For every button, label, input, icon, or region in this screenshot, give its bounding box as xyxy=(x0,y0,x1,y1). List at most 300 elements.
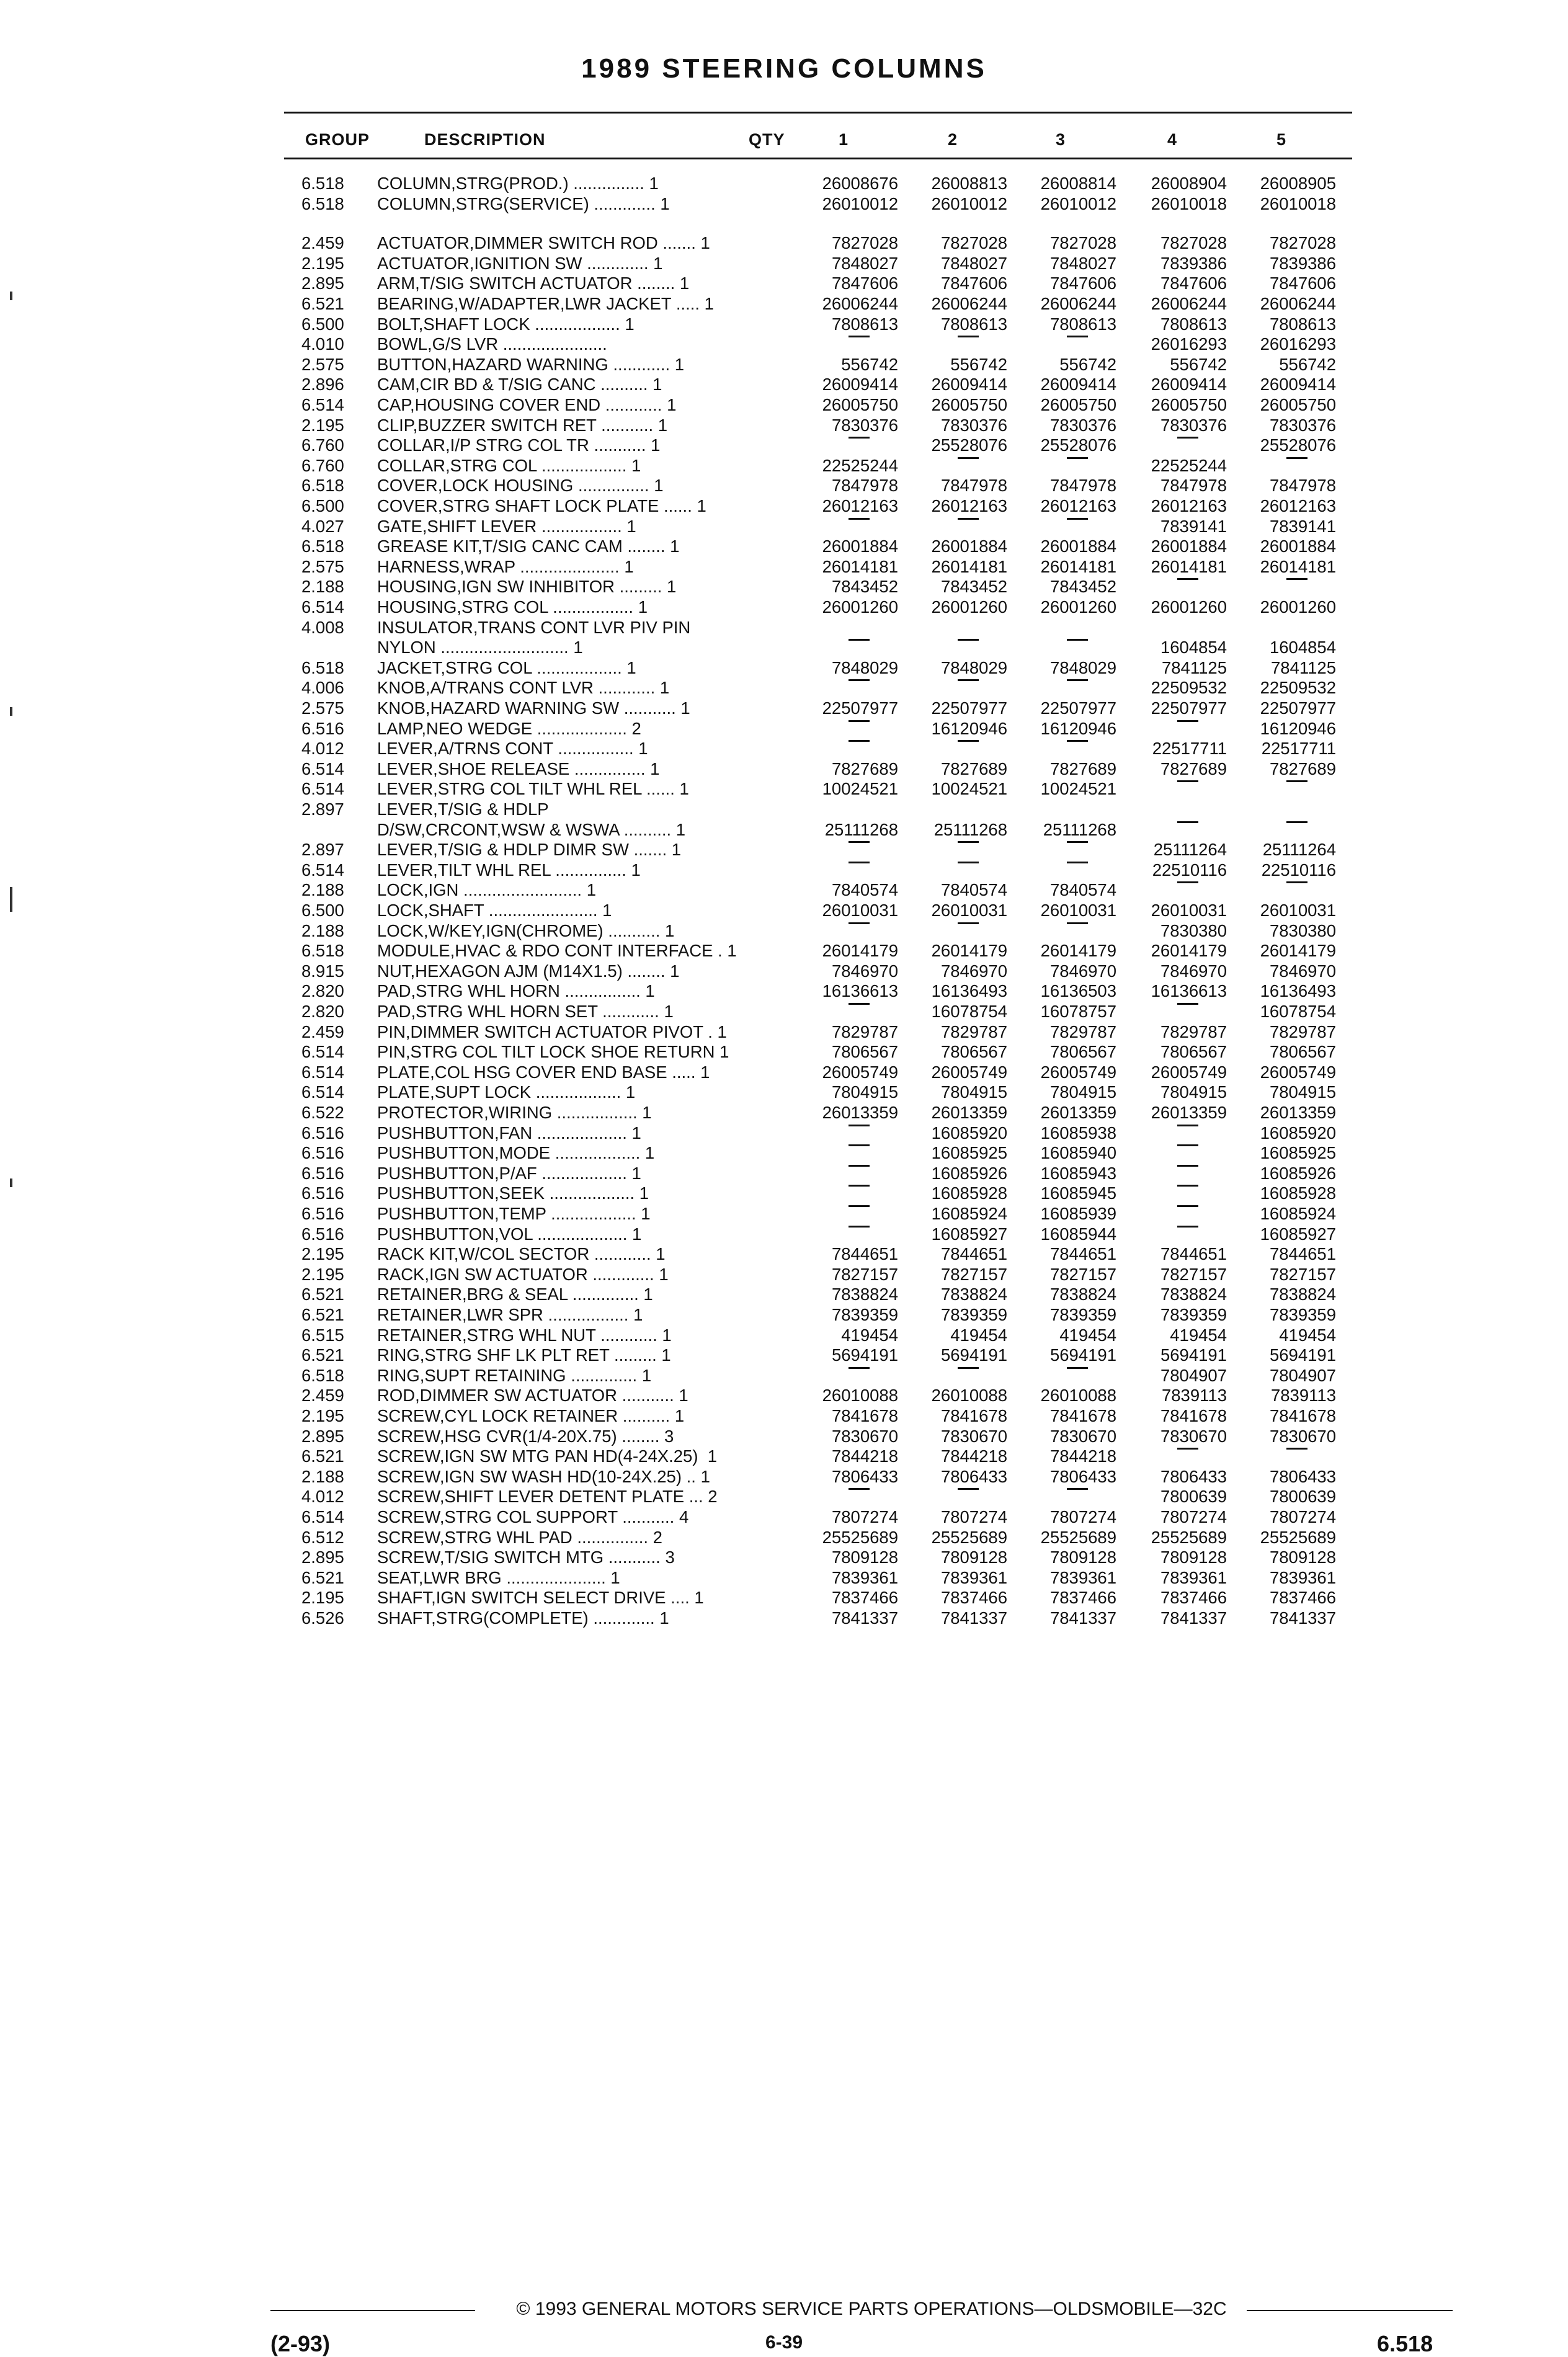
row-group: 6.760 xyxy=(301,435,344,455)
row-value-col-2: 7843452 xyxy=(940,577,1007,597)
header-description: DESCRIPTION xyxy=(424,130,546,149)
row-value-col-3: 7843452 xyxy=(1049,577,1116,597)
row-group: 2.188 xyxy=(301,577,344,597)
row-value-col-2: 26012163 xyxy=(931,496,1007,515)
row-description: LOCK,SHAFT ....................... 1 xyxy=(377,900,612,920)
row-value-col-4-dash xyxy=(1177,1205,1198,1207)
row-value-col-4-dash xyxy=(1177,780,1198,782)
row-value-col-2-dash xyxy=(958,740,979,742)
row-value-col-3-dash xyxy=(1067,639,1088,641)
row-value-col-2: 7844218 xyxy=(940,1446,1007,1466)
row-value-col-2: 7809128 xyxy=(940,1548,1007,1567)
row-description: LEVER,SHOE RELEASE ............... 1 xyxy=(377,759,660,778)
row-value-col-3: 7841678 xyxy=(1049,1406,1116,1425)
row-value-col-2: 7807274 xyxy=(940,1507,1007,1526)
header-col-4: 4 xyxy=(1167,130,1178,149)
row-group: 2.459 xyxy=(301,233,344,253)
row-value-col-3: 26001884 xyxy=(1040,537,1116,556)
row-value-col-1: 7830670 xyxy=(831,1426,898,1446)
row-value-col-2-dash xyxy=(958,841,979,843)
row-description: BUTTON,HAZARD WARNING ............ 1 xyxy=(377,354,685,374)
row-value-col-5: 16085927 xyxy=(1260,1224,1336,1244)
row-value-col-2: 7827157 xyxy=(940,1264,1007,1284)
row-group: 2.897 xyxy=(301,840,344,860)
row-value-col-1: 7848029 xyxy=(831,657,898,677)
row-value-col-1: 7844218 xyxy=(831,1446,898,1466)
row-value-col-1-dash xyxy=(849,518,870,520)
row-value-col-1-dash xyxy=(849,1226,870,1228)
row-value-col-5: 26008905 xyxy=(1260,174,1336,193)
footer-section: 6.518 xyxy=(1377,2331,1433,2356)
row-value-col-1-dash xyxy=(849,1367,870,1369)
row-group: 6.500 xyxy=(301,900,344,920)
header-col-2: 2 xyxy=(948,130,958,149)
row-value-col-4: 7807274 xyxy=(1160,1507,1227,1526)
row-description: SEAT,LWR BRG ..................... 1 xyxy=(377,1567,620,1587)
row-value-col-5: 26009414 xyxy=(1260,375,1336,394)
row-description: MODULE,HVAC & RDO CONT INTERFACE . 1 xyxy=(377,941,737,961)
row-group: 4.006 xyxy=(301,678,344,698)
row-value-col-4: 7847978 xyxy=(1160,476,1227,496)
row-value-col-2: 26014181 xyxy=(931,556,1007,576)
row-value-col-4: 26014181 xyxy=(1151,556,1227,576)
row-value-col-3: 26005749 xyxy=(1040,1062,1116,1082)
row-group: 2.575 xyxy=(301,698,344,718)
row-group: 6.516 xyxy=(301,1143,344,1163)
top-rule xyxy=(284,112,1352,114)
row-value-col-4: 7829787 xyxy=(1160,1022,1227,1041)
row-description: LEVER,STRG COL TILT WHL REL ...... 1 xyxy=(377,779,689,799)
row-value-col-1-dash xyxy=(849,1125,870,1126)
row-value-col-2: 7848027 xyxy=(940,253,1007,273)
row-value-col-5: 7807274 xyxy=(1269,1507,1336,1526)
row-value-col-3: 26005750 xyxy=(1040,394,1116,414)
row-value-col-2: 7830376 xyxy=(940,415,1007,435)
row-group: 6.516 xyxy=(301,1123,344,1143)
row-description: PLATE,SUPT LOCK .................. 1 xyxy=(377,1082,636,1102)
row-value-col-4: 7839361 xyxy=(1160,1567,1227,1587)
row-description: SCREW,T/SIG SWITCH MTG ........... 3 xyxy=(377,1548,675,1567)
row-group: 2.188 xyxy=(301,880,344,900)
row-description: PUSHBUTTON,FAN ................... 1 xyxy=(377,1123,641,1143)
row-description: GREASE KIT,T/SIG CANC CAM ........ 1 xyxy=(377,537,680,556)
row-description: RING,STRG SHF LK PLT RET ......... 1 xyxy=(377,1345,671,1365)
row-value-col-1-dash xyxy=(849,437,870,439)
row-value-col-2: 7830670 xyxy=(940,1426,1007,1446)
row-value-col-3: 7804915 xyxy=(1049,1082,1116,1102)
footer-copyright: © 1993 GENERAL MOTORS SERVICE PARTS OPERATIONS—OLDSMOBILE—32C xyxy=(516,2299,1227,2319)
row-value-col-2-dash xyxy=(958,922,979,924)
row-value-col-1-dash xyxy=(849,841,870,843)
row-value-col-4: 7827689 xyxy=(1160,759,1227,778)
row-value-col-2: 7804915 xyxy=(940,1082,1007,1102)
row-value-col-4: 7806567 xyxy=(1160,1042,1227,1062)
row-description: COVER,LOCK HOUSING ............... 1 xyxy=(377,476,664,496)
row-value-col-3: 556742 xyxy=(1059,354,1116,374)
row-value-col-2: 26010012 xyxy=(931,194,1007,213)
row-description: HARNESS,WRAP ..................... 1 xyxy=(377,556,634,576)
row-value-col-3: 16120946 xyxy=(1040,718,1116,738)
row-value-col-5: 16136493 xyxy=(1260,981,1336,1001)
row-value-col-5: 26012163 xyxy=(1260,496,1336,515)
row-group: 4.008 xyxy=(301,617,344,637)
row-value-col-5: 16085928 xyxy=(1260,1183,1336,1203)
row-value-col-4: 26005750 xyxy=(1151,394,1227,414)
footer-rule-right xyxy=(1247,2310,1453,2311)
row-value-col-1-dash xyxy=(849,1185,870,1187)
row-value-col-1: 7847606 xyxy=(831,274,898,293)
row-description: CAP,HOUSING COVER END ............ 1 xyxy=(377,394,677,414)
row-description: PUSHBUTTON,VOL ................... 1 xyxy=(377,1224,642,1244)
row-value-col-1-dash xyxy=(849,1003,870,1005)
row-description: SHAFT,STRG(COMPLETE) ............. 1 xyxy=(377,1608,669,1628)
header-col-5: 5 xyxy=(1276,130,1287,149)
row-value-col-3: 10024521 xyxy=(1040,779,1116,799)
row-value-col-1: 7846970 xyxy=(831,961,898,981)
row-value-col-1: 22507977 xyxy=(822,698,898,718)
row-value-col-3: 7844651 xyxy=(1049,1244,1116,1264)
row-group: 6.521 xyxy=(301,1345,344,1365)
footer-page-number: 6-39 xyxy=(765,2332,803,2353)
row-group: 6.514 xyxy=(301,1042,344,1062)
row-group: 6.521 xyxy=(301,1304,344,1324)
row-value-col-1: 7837466 xyxy=(831,1588,898,1608)
row-group: 6.514 xyxy=(301,597,344,617)
row-value-col-1-dash xyxy=(849,740,870,742)
row-group: 2.195 xyxy=(301,415,344,435)
row-group: 2.820 xyxy=(301,1001,344,1021)
row-value-col-1-dash xyxy=(849,720,870,722)
row-group: 6.516 xyxy=(301,1163,344,1183)
row-value-col-1: 25525689 xyxy=(822,1527,898,1547)
row-value-col-3: 419454 xyxy=(1059,1325,1116,1345)
row-description: RETAINER,BRG & SEAL .............. 1 xyxy=(377,1285,653,1304)
row-description: CLIP,BUZZER SWITCH RET ........... 1 xyxy=(377,415,668,435)
row-value-col-4: 7839386 xyxy=(1160,253,1227,273)
row-value-col-5: 26005750 xyxy=(1260,394,1336,414)
row-group: 4.010 xyxy=(301,334,344,354)
row-value-col-5: 16120946 xyxy=(1260,718,1336,738)
row-value-col-5: 26010018 xyxy=(1260,194,1336,213)
row-description: HOUSING,STRG COL ................. 1 xyxy=(377,597,648,617)
row-value-col-3: 7848029 xyxy=(1049,657,1116,677)
row-value-col-1: 7841678 xyxy=(831,1406,898,1425)
row-group: 2.895 xyxy=(301,1548,344,1567)
row-value-col-3: 7847978 xyxy=(1049,476,1116,496)
row-value-col-4: 7804915 xyxy=(1160,1082,1227,1102)
row-value-col-2-dash xyxy=(958,1488,979,1490)
row-value-col-3: 26014179 xyxy=(1040,941,1116,961)
row-value-col-5: 26006244 xyxy=(1260,293,1336,313)
row-value-col-2-dash xyxy=(958,862,979,863)
row-value-col-5: 7829787 xyxy=(1269,1022,1336,1041)
row-value-col-2: 7848029 xyxy=(940,657,1007,677)
row-value-col-5: 26013359 xyxy=(1260,1102,1336,1122)
row-description: RETAINER,LWR SPR ................. 1 xyxy=(377,1304,643,1324)
row-description: SCREW,IGN SW MTG PAN HD(4-24X.25) 1 xyxy=(377,1446,718,1466)
row-value-col-1: 26008676 xyxy=(822,174,898,193)
row-value-col-1: 26014179 xyxy=(822,941,898,961)
row-value-col-3: 7838824 xyxy=(1049,1285,1116,1304)
row-value-col-3: 7848027 xyxy=(1049,253,1116,273)
row-value-col-3: 26014181 xyxy=(1040,556,1116,576)
row-value-col-3-dash xyxy=(1067,862,1088,863)
row-value-col-1: 26010012 xyxy=(822,194,898,213)
row-group: 6.500 xyxy=(301,496,344,515)
row-value-col-2: 26014179 xyxy=(931,941,1007,961)
row-value-col-2: 16085925 xyxy=(931,1143,1007,1163)
row-description: PAD,STRG WHL HORN ................ 1 xyxy=(377,981,655,1001)
row-value-col-3: 26010012 xyxy=(1040,194,1116,213)
row-value-col-2: 25528076 xyxy=(931,435,1007,455)
row-value-col-4: 26013359 xyxy=(1151,1102,1227,1122)
row-value-col-4: 7830670 xyxy=(1160,1426,1227,1446)
row-description: RETAINER,STRG WHL NUT ............ 1 xyxy=(377,1325,672,1345)
row-value-col-2: 16085927 xyxy=(931,1224,1007,1244)
row-value-col-3: 7839361 xyxy=(1049,1567,1116,1587)
row-value-col-3: 16085943 xyxy=(1040,1163,1116,1183)
row-value-col-5: 22509532 xyxy=(1260,678,1336,698)
row-group: 6.516 xyxy=(301,1203,344,1223)
row-value-col-4: 7846970 xyxy=(1160,961,1227,981)
header-qty: QTY xyxy=(749,130,785,149)
row-value-col-5: 25525689 xyxy=(1260,1527,1336,1547)
row-value-col-3: 7830670 xyxy=(1049,1426,1116,1446)
row-group: 2.895 xyxy=(301,274,344,293)
row-value-col-4: 7839113 xyxy=(1161,1386,1227,1406)
row-value-col-4: 5694191 xyxy=(1160,1345,1227,1365)
row-value-col-4-dash xyxy=(1177,1144,1198,1146)
row-value-col-1: 10024521 xyxy=(822,779,898,799)
footer-date: (2-93) xyxy=(270,2331,331,2356)
row-value-col-1: 7827157 xyxy=(831,1264,898,1284)
row-value-col-1: 26005749 xyxy=(822,1062,898,1082)
row-value-col-1-dash xyxy=(849,922,870,924)
row-value-col-3: 26009414 xyxy=(1040,375,1116,394)
row-value-col-5: 7806567 xyxy=(1269,1042,1336,1062)
row-value-col-1: 7827028 xyxy=(831,233,898,253)
row-value-col-1: 7838824 xyxy=(831,1285,898,1304)
row-description: NUT,HEXAGON AJM (M14X1.5) ........ 1 xyxy=(377,961,680,981)
row-value-col-2-dash xyxy=(958,1367,979,1369)
row-value-col-3: 26010031 xyxy=(1040,900,1116,920)
row-value-col-1: 16136613 xyxy=(822,981,898,1001)
row-value-col-2: 7841678 xyxy=(940,1406,1007,1425)
header-rule xyxy=(284,158,1352,159)
row-group: 6.514 xyxy=(301,759,344,778)
row-value-col-5: 7800639 xyxy=(1269,1487,1336,1507)
row-value-col-4: 26008904 xyxy=(1151,174,1227,193)
row-value-col-1-dash xyxy=(849,336,870,337)
row-value-col-4: 7841337 xyxy=(1160,1608,1227,1628)
row-value-col-4: 26014179 xyxy=(1151,941,1227,961)
row-value-col-5-dash xyxy=(1286,578,1307,580)
row-group: 2.575 xyxy=(301,354,344,374)
header-col-3: 3 xyxy=(1056,130,1066,149)
row-value-col-5: 7804907 xyxy=(1269,1365,1336,1385)
row-value-col-4: 7841125 xyxy=(1161,657,1227,677)
row-value-col-5: 7808613 xyxy=(1269,314,1336,334)
row-value-col-1-dash xyxy=(849,1144,870,1146)
row-value-col-3: 7840574 xyxy=(1049,880,1116,900)
row-description: BOLT,SHAFT LOCK .................. 1 xyxy=(377,314,635,334)
row-value-col-2: 7837466 xyxy=(940,1588,1007,1608)
row-description: LEVER,T/SIG & HDLP xyxy=(377,799,549,819)
row-group: 4.012 xyxy=(301,1487,344,1507)
row-value-col-3: 7827689 xyxy=(1049,759,1116,778)
row-value-col-3: 7837466 xyxy=(1049,1588,1116,1608)
row-value-col-2: 7846970 xyxy=(940,961,1007,981)
row-value-col-3: 16085945 xyxy=(1040,1183,1116,1203)
row-description: PUSHBUTTON,P/AF .................. 1 xyxy=(377,1163,641,1183)
row-value-col-2: 7827028 xyxy=(940,233,1007,253)
row-value-col-3: 16085940 xyxy=(1040,1143,1116,1163)
row-value-col-2: 25525689 xyxy=(931,1527,1007,1547)
row-group: 2.195 xyxy=(301,1244,344,1264)
row-value-col-1: 419454 xyxy=(841,1325,898,1345)
row-value-col-3: 7809128 xyxy=(1049,1548,1116,1567)
row-value-col-4-dash xyxy=(1177,1448,1198,1450)
row-value-col-1: 7830376 xyxy=(831,415,898,435)
row-value-col-3: 7827028 xyxy=(1049,233,1116,253)
row-value-col-3-dash xyxy=(1067,336,1088,337)
row-value-col-3: 7846970 xyxy=(1049,961,1116,981)
row-description: KNOB,A/TRANS CONT LVR ............ 1 xyxy=(377,678,670,698)
row-value-col-4-dash xyxy=(1177,1165,1198,1167)
scan-mark xyxy=(10,887,12,912)
row-value-col-5: 7806433 xyxy=(1269,1466,1336,1486)
row-description: D/SW,CRCONT,WSW & WSWA .......... 1 xyxy=(377,819,686,839)
row-group: 6.518 xyxy=(301,194,344,213)
row-value-col-2: 7844651 xyxy=(940,1244,1007,1264)
row-group: 2.895 xyxy=(301,1426,344,1446)
row-value-col-4: 22517711 xyxy=(1152,739,1227,759)
row-value-col-5-dash xyxy=(1286,881,1307,883)
row-value-col-4-dash xyxy=(1177,1003,1198,1005)
row-value-col-3: 7847606 xyxy=(1049,274,1116,293)
row-value-col-5: 7837466 xyxy=(1269,1588,1336,1608)
row-value-col-2: 26010031 xyxy=(931,900,1007,920)
row-value-col-5: 7830380 xyxy=(1269,920,1336,940)
row-group: 6.518 xyxy=(301,941,344,961)
row-value-col-4: 7827157 xyxy=(1160,1264,1227,1284)
row-value-col-3: 7806567 xyxy=(1049,1042,1116,1062)
row-value-col-3: 7839359 xyxy=(1049,1304,1116,1324)
row-value-col-3: 7844218 xyxy=(1049,1446,1116,1466)
row-group: 6.514 xyxy=(301,1507,344,1526)
row-group: 6.518 xyxy=(301,537,344,556)
row-value-col-4-dash xyxy=(1177,821,1198,823)
row-value-col-1: 7804915 xyxy=(831,1082,898,1102)
row-value-col-4: 16136613 xyxy=(1151,981,1227,1001)
row-value-col-4: 7830380 xyxy=(1160,920,1227,940)
row-description: ACTUATOR,IGNITION SW ............. 1 xyxy=(377,253,663,273)
row-value-col-5: 26010031 xyxy=(1260,900,1336,920)
row-value-col-3: 26010088 xyxy=(1040,1386,1116,1406)
row-description: COLLAR,STRG COL .................. 1 xyxy=(377,455,641,475)
row-group: 6.518 xyxy=(301,476,344,496)
row-value-col-4: 26010018 xyxy=(1151,194,1227,213)
row-value-col-4: 26006244 xyxy=(1151,293,1227,313)
row-description: INSULATOR,TRANS CONT LVR PIV PIN xyxy=(377,617,691,637)
row-value-col-3: 7841337 xyxy=(1049,1608,1116,1628)
row-value-col-1: 7829787 xyxy=(831,1022,898,1041)
header-col-1: 1 xyxy=(839,130,849,149)
row-value-col-5: 22507977 xyxy=(1260,698,1336,718)
row-value-col-3: 7808613 xyxy=(1049,314,1116,334)
row-group: 6.518 xyxy=(301,657,344,677)
row-value-col-2: 26006244 xyxy=(931,293,1007,313)
row-value-col-5: 16085926 xyxy=(1260,1163,1336,1183)
row-value-col-2: 7847606 xyxy=(940,274,1007,293)
row-description: COLLAR,I/P STRG COL TR ........... 1 xyxy=(377,435,661,455)
row-value-col-1-dash xyxy=(849,1488,870,1490)
row-value-col-4: 26012163 xyxy=(1151,496,1227,515)
row-description: COLUMN,STRG(PROD.) ............... 1 xyxy=(377,174,659,193)
row-group: 6.516 xyxy=(301,1224,344,1244)
row-value-col-5: 7830376 xyxy=(1269,415,1336,435)
row-description: SCREW,SHIFT LEVER DETENT PLATE ... 2 xyxy=(377,1487,718,1507)
row-value-col-1: 26010088 xyxy=(822,1386,898,1406)
row-group: 2.459 xyxy=(301,1022,344,1041)
row-description: RACK,IGN SW ACTUATOR ............. 1 xyxy=(377,1264,669,1284)
row-value-col-3-dash xyxy=(1067,679,1088,681)
row-value-col-3: 25525689 xyxy=(1040,1527,1116,1547)
row-group: 6.521 xyxy=(301,1567,344,1587)
row-value-col-5: 26014179 xyxy=(1260,941,1336,961)
row-value-col-2: 10024521 xyxy=(931,779,1007,799)
row-value-col-2: 7808613 xyxy=(940,314,1007,334)
row-value-col-4: 7804907 xyxy=(1160,1365,1227,1385)
row-value-col-5: 7846970 xyxy=(1269,961,1336,981)
row-group: 8.915 xyxy=(301,961,344,981)
row-value-col-2: 26010088 xyxy=(931,1386,1007,1406)
row-value-col-4-dash xyxy=(1177,1226,1198,1228)
row-value-col-1: 7843452 xyxy=(831,577,898,597)
scan-mark xyxy=(10,1178,12,1187)
row-group: 4.012 xyxy=(301,739,344,759)
row-value-col-4: 7841678 xyxy=(1160,1406,1227,1425)
row-group: 6.500 xyxy=(301,314,344,334)
row-description: HOUSING,IGN SW INHIBITOR ......... 1 xyxy=(377,577,677,597)
row-value-col-1: 5694191 xyxy=(831,1345,898,1365)
row-description: LEVER,TILT WHL REL ............... 1 xyxy=(377,860,641,880)
row-value-col-1: 7808613 xyxy=(831,314,898,334)
row-value-col-2-dash xyxy=(958,336,979,337)
row-value-col-1: 26009414 xyxy=(822,375,898,394)
row-group: 2.897 xyxy=(301,799,344,819)
row-description: SHAFT,IGN SWITCH SELECT DRIVE .... 1 xyxy=(377,1588,704,1608)
row-value-col-2-dash xyxy=(958,457,979,459)
row-value-col-4-dash xyxy=(1177,1125,1198,1126)
row-group: 2.188 xyxy=(301,1466,344,1486)
row-value-col-1-dash xyxy=(849,639,870,641)
row-description: RING,SUPT RETAINING .............. 1 xyxy=(377,1365,652,1385)
scan-mark xyxy=(10,707,12,716)
row-value-col-5: 7827689 xyxy=(1269,759,1336,778)
row-value-col-2: 26008813 xyxy=(931,174,1007,193)
row-group: 6.521 xyxy=(301,293,344,313)
row-value-col-4: 1604854 xyxy=(1160,638,1227,657)
row-description: LEVER,T/SIG & HDLP DIMR SW ....... 1 xyxy=(377,840,682,860)
row-group: 2.195 xyxy=(301,1406,344,1425)
row-value-col-2: 7806567 xyxy=(940,1042,1007,1062)
row-value-col-1: 26013359 xyxy=(822,1102,898,1122)
row-description: CAM,CIR BD & T/SIG CANC .......... 1 xyxy=(377,375,662,394)
row-value-col-2: 16078754 xyxy=(931,1001,1007,1021)
row-description: LOCK,W/KEY,IGN(CHROME) ........... 1 xyxy=(377,920,675,940)
row-value-col-1: 26001884 xyxy=(822,537,898,556)
